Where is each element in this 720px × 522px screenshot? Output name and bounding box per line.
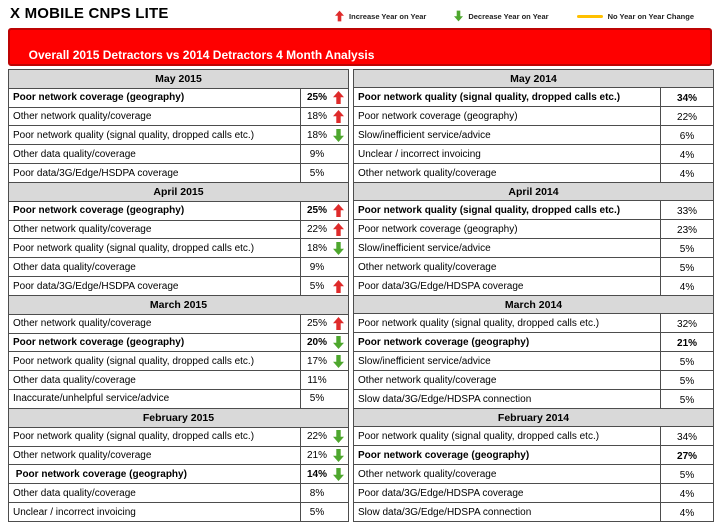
table-row	[9, 465, 349, 484]
month-header-row	[354, 409, 714, 427]
detractor-label: Slow data/3G/Edge/HDSPA connection	[358, 506, 532, 518]
table-row	[9, 126, 349, 145]
detractor-label: Poor network coverage (geography)	[13, 337, 185, 348]
table-row	[9, 390, 349, 409]
table-row	[354, 371, 714, 390]
table-row	[9, 352, 349, 371]
detractor-value: 5%	[679, 376, 695, 387]
table-row	[354, 220, 714, 239]
month-header: March 2015	[9, 295, 349, 314]
detractor-value: 5%	[309, 393, 325, 405]
page-title: X MOBILE CNPS LITE	[10, 5, 169, 22]
detractor-label: Other network quality/coverage	[358, 261, 497, 273]
detractor-label: Poor network coverage (geography)	[358, 223, 518, 235]
increase-arrow-icon	[333, 204, 344, 217]
detractor-label: Poor network coverage (geography)	[358, 336, 530, 348]
arrow-slot	[333, 468, 348, 481]
detractor-label: Poor network coverage (geography)	[13, 468, 187, 480]
detractor-value: 25%	[307, 92, 328, 104]
detractor-value: 5%	[679, 244, 695, 255]
detractor-label: Other data quality/coverage	[13, 487, 136, 499]
table-row	[9, 145, 349, 164]
decrease-arrow-icon	[333, 430, 344, 443]
arrow-slot	[333, 129, 348, 142]
table-row	[354, 88, 714, 107]
detractor-value: 4%	[679, 508, 695, 519]
table-row	[9, 220, 349, 239]
arrow-slot	[333, 204, 348, 217]
detractor-label: Other network quality/coverage	[358, 468, 497, 480]
detractor-value: 22%	[307, 431, 328, 443]
detractor-value: 34%	[677, 93, 698, 104]
table-row	[354, 446, 714, 465]
arrow-slot	[333, 91, 348, 104]
detractor-label: Unclear / incorrect invoicing	[358, 148, 481, 160]
table-row	[9, 427, 349, 446]
detractor-value: 21%	[307, 449, 328, 461]
detractor-value: 34%	[677, 432, 698, 443]
increase-arrow-icon	[333, 110, 344, 123]
table-row	[354, 107, 714, 126]
arrow-slot	[333, 355, 348, 368]
detractor-label: Poor network quality (signal quality, dropped calls etc.)	[13, 431, 255, 443]
detractor-label: Other network quality/coverage	[358, 374, 497, 386]
increase-arrow-icon	[333, 223, 344, 236]
detractor-label: Other network quality/coverage	[13, 111, 152, 123]
detractor-label: Poor network quality (signal quality, dropped calls etc.)	[13, 355, 255, 367]
decrease-arrow-icon	[333, 449, 344, 462]
detractor-label: Poor network coverage (geography)	[358, 110, 518, 122]
detractor-value: 9%	[309, 261, 325, 273]
increase-arrow-icon	[335, 10, 344, 22]
detractor-value: 5%	[309, 280, 325, 292]
detractor-label: Other network quality/coverage	[13, 449, 152, 461]
table-row	[354, 239, 714, 258]
legend-label: Decrease Year on Year	[468, 11, 549, 21]
legend-label: Increase Year on Year	[349, 11, 427, 21]
arrow-slot	[333, 449, 348, 462]
table-row	[354, 465, 714, 484]
table-row	[354, 352, 714, 371]
month-header: February 2015	[9, 408, 349, 427]
arrow-slot	[333, 280, 348, 293]
table-row	[354, 145, 714, 164]
table-row	[9, 239, 349, 258]
increase-arrow-icon	[333, 280, 344, 293]
detractor-label: Poor network quality (signal quality, dropped calls etc.)	[358, 91, 621, 103]
detractor-label: Slow/inefficient service/advice	[358, 355, 491, 367]
detractor-value: 4%	[679, 150, 695, 161]
table-row	[9, 333, 349, 352]
detractor-label: Poor data/3G/Edge/HSDPA coverage	[13, 280, 179, 292]
detractor-label: Unclear / incorrect invoicing	[13, 506, 136, 518]
table-row	[354, 314, 714, 333]
detractor-label: Poor data/3G/Edge/HDSPA coverage	[358, 487, 524, 499]
month-header-row	[354, 70, 714, 88]
table-row	[9, 371, 349, 390]
table-row	[9, 314, 349, 333]
detractor-label: Slow/inefficient service/advice	[358, 242, 491, 254]
detractor-label: Poor network quality (signal quality, dropped calls etc.)	[13, 129, 255, 141]
table-row	[9, 164, 349, 183]
table-row	[354, 390, 714, 409]
no-change-line-icon	[577, 15, 603, 18]
table-row	[9, 277, 349, 296]
detractor-label: Other data quality/coverage	[13, 261, 136, 273]
detractor-value: 5%	[679, 357, 695, 368]
detractor-value: 27%	[677, 451, 698, 462]
table-row	[354, 484, 714, 503]
detractor-value: 4%	[679, 169, 695, 180]
detractor-label: Poor network quality (signal quality, dropped calls etc.)	[358, 430, 600, 442]
month-header: April 2014	[354, 183, 714, 201]
detractor-value: 8%	[309, 487, 325, 499]
table-row	[9, 201, 349, 220]
month-header-row	[9, 295, 349, 314]
table-row	[354, 503, 714, 522]
banner-title: Overall 2015 Detractors vs 2014 Detractors 4 Month Analysis	[28, 48, 375, 62]
table-row	[354, 201, 714, 220]
arrow-slot	[333, 336, 348, 349]
detractor-value: 6%	[679, 131, 695, 142]
detractor-value: 18%	[307, 129, 328, 141]
month-header: April 2015	[9, 182, 349, 201]
detractor-value: 5%	[679, 263, 695, 274]
top-bar	[0, 0, 720, 26]
detractor-value: 32%	[677, 319, 698, 330]
table-row	[9, 88, 349, 107]
table-row	[9, 446, 349, 465]
month-header: May 2015	[9, 70, 349, 89]
detractor-value: 33%	[677, 206, 698, 217]
detractor-value: 9%	[309, 148, 325, 160]
table-row	[354, 164, 714, 183]
detractor-value: 4%	[679, 489, 695, 500]
detractor-label: Other network quality/coverage	[13, 224, 152, 236]
legend-item	[335, 10, 426, 22]
detractor-label: Slow/inefficient service/advice	[358, 129, 491, 141]
month-header: March 2014	[354, 296, 714, 314]
detractor-label: Slow data/3G/Edge/HDSPA connection	[358, 393, 532, 405]
detractor-label: Other network quality/coverage	[13, 318, 152, 330]
table-row	[9, 484, 349, 503]
detractor-value: 5%	[679, 470, 695, 481]
month-header-row	[9, 182, 349, 201]
month-header-row	[354, 183, 714, 201]
detractor-label: Poor network quality (signal quality, dropped calls etc.)	[13, 242, 255, 254]
detractor-value: 5%	[309, 506, 325, 518]
decrease-arrow-icon	[454, 10, 463, 22]
detractor-label: Poor network quality (signal quality, dropped calls etc.)	[358, 204, 621, 216]
legend	[335, 5, 694, 22]
detractor-label: Poor network quality (signal quality, dropped calls etc.)	[358, 317, 600, 329]
detractor-value: 18%	[307, 111, 328, 123]
detractor-label: Other network quality/coverage	[358, 167, 497, 179]
detractors-2014-table	[353, 69, 714, 522]
detractor-label: Other data quality/coverage	[13, 374, 136, 386]
detractor-value: 5%	[679, 395, 695, 406]
detractor-value: 5%	[309, 167, 325, 179]
month-header-row	[9, 70, 349, 89]
detractor-value: 11%	[307, 374, 327, 386]
arrow-slot	[333, 430, 348, 443]
banner	[8, 28, 712, 66]
arrow-slot	[333, 223, 348, 236]
detractor-label: Poor network coverage (geography)	[13, 92, 185, 104]
detractor-value: 22%	[307, 224, 328, 236]
arrow-slot	[333, 110, 348, 123]
table-row	[354, 277, 714, 296]
detractor-value: 4%	[679, 282, 695, 293]
detractor-label: Other data quality/coverage	[13, 148, 136, 160]
table-row	[354, 427, 714, 446]
month-header-row	[354, 296, 714, 314]
detractor-label: Poor data/3G/Edge/HDSPA coverage	[358, 280, 524, 292]
month-header: May 2014	[354, 70, 714, 88]
table-row	[9, 503, 349, 522]
increase-arrow-icon	[333, 317, 344, 330]
month-header-row	[9, 408, 349, 427]
detractor-value: 22%	[677, 112, 698, 123]
decrease-arrow-icon	[333, 355, 344, 368]
legend-item	[454, 10, 548, 22]
decrease-arrow-icon	[333, 129, 344, 142]
detractor-value: 20%	[307, 337, 328, 348]
detractor-value: 14%	[307, 468, 328, 480]
table-row	[9, 258, 349, 277]
legend-label: No Year on Year Change	[607, 11, 694, 21]
table-row	[354, 126, 714, 145]
month-header: February 2014	[354, 409, 714, 427]
table-row	[354, 258, 714, 277]
analysis-tables	[8, 69, 712, 522]
legend-item	[577, 12, 694, 21]
detractor-value: 25%	[307, 318, 328, 330]
decrease-arrow-icon	[333, 242, 344, 255]
detractor-label: Poor network coverage (geography)	[13, 205, 185, 217]
decrease-arrow-icon	[333, 336, 344, 349]
arrow-slot	[333, 242, 348, 255]
table-row	[354, 333, 714, 352]
detractor-label: Inaccurate/unhelpful service/advice	[13, 393, 170, 405]
detractor-value: 23%	[677, 225, 698, 236]
detractor-value: 25%	[307, 205, 328, 217]
detractor-value: 17%	[307, 355, 328, 367]
decrease-arrow-icon	[333, 468, 344, 481]
arrow-slot	[333, 317, 348, 330]
detractor-label: Poor network coverage (geography)	[358, 449, 530, 461]
detractor-label: Poor data/3G/Edge/HSDPA coverage	[13, 167, 179, 179]
detractor-value: 18%	[307, 242, 328, 254]
detractor-value: 21%	[677, 338, 698, 349]
increase-arrow-icon	[333, 91, 344, 104]
table-row	[9, 107, 349, 126]
detractors-2015-table	[8, 69, 349, 522]
